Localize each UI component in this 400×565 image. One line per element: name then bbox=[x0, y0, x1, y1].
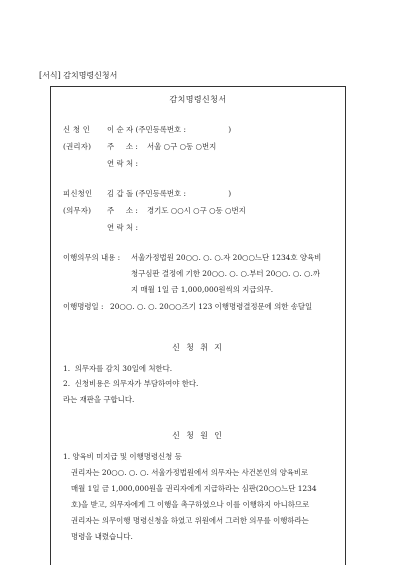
reasons-line: 권리자는 의무이행 명령신청을 하였고 위원에서 그러한 의무를 이행하라는 bbox=[71, 516, 309, 525]
applicant-contact-label: 연 락 처 : bbox=[107, 159, 138, 168]
reasons-line: 매월 1일 금 1,000,000원을 권리자에게 지급하라는 심판(20○○느단 1234 bbox=[71, 484, 317, 493]
form-label: [서식] 감치명령신청서 bbox=[39, 71, 118, 80]
reasons-heading: 신 청 원 인 bbox=[172, 431, 224, 440]
reasons-item-title: 1. 양육비 미지급 및 이행명령신청 등 bbox=[63, 452, 182, 461]
respondent-contact-label: 연 락 처 : bbox=[107, 223, 138, 232]
respondent-name-line: 김 갑 돌 (주민등록번호 : ) bbox=[107, 189, 232, 198]
obligation-line: 지 매월 1일 금 1,000,000원씩의 지급의무. bbox=[131, 285, 274, 294]
respondent-address-label: 주 소 : bbox=[107, 206, 138, 215]
order-label: 이행명령일 : bbox=[63, 302, 104, 311]
purpose-heading: 신 청 취 지 bbox=[172, 343, 224, 352]
obligation-line: 청구심판 결정에 기한 20○○. ○. ○.부터 20○○. ○. ○.까 bbox=[131, 269, 320, 278]
reasons-line: 권리자는 20○○. ○. ○. 서울가정법원에서 의무자는 사건본인의 양육비로 bbox=[71, 468, 309, 477]
respondent-address: 경기도 ○○시 ○구 ○동 ○번지 bbox=[147, 206, 246, 215]
purpose-closing: 라는 재판을 구합니다. bbox=[63, 395, 135, 404]
applicant-role-label: 신 청 인 bbox=[63, 125, 91, 134]
applicant-name-line: 이 순 자 (주민등록번호 : ) bbox=[107, 125, 232, 134]
applicant-address: 서울 ○구 ○동 ○번지 bbox=[147, 142, 217, 151]
obligation-label: 이행의무의 내용 : bbox=[63, 253, 121, 262]
applicant-address-label: 주 소 : bbox=[107, 142, 138, 151]
respondent-role-label: 피신청인 bbox=[63, 189, 93, 198]
purpose-item: 2. 신청비용은 의무자가 부담하여야 한다. bbox=[63, 379, 199, 388]
document-title: 감치명령신청서 bbox=[169, 95, 227, 104]
reasons-line: 명령을 내렸습니다. bbox=[71, 532, 133, 541]
purpose-item: 1. 의무자를 감치 30일에 처한다. bbox=[63, 364, 173, 373]
obligation-line: 서울가정법원 20○○. ○. ○.자 20○○느단 1234호 양육비 bbox=[131, 253, 322, 262]
applicant-role-sub: (권리자) bbox=[63, 142, 92, 151]
reasons-line: 호)을 받고, 의무자에게 그 이행을 촉구하였으나 이를 이행하지 아니하므로 bbox=[71, 500, 310, 509]
respondent-role-sub: (의무자) bbox=[63, 206, 92, 215]
order-text: 20○○. ○. ○. 20○○즈기 123 이행명령결정문에 의한 송달일 bbox=[110, 302, 313, 311]
document-frame bbox=[50, 86, 346, 565]
